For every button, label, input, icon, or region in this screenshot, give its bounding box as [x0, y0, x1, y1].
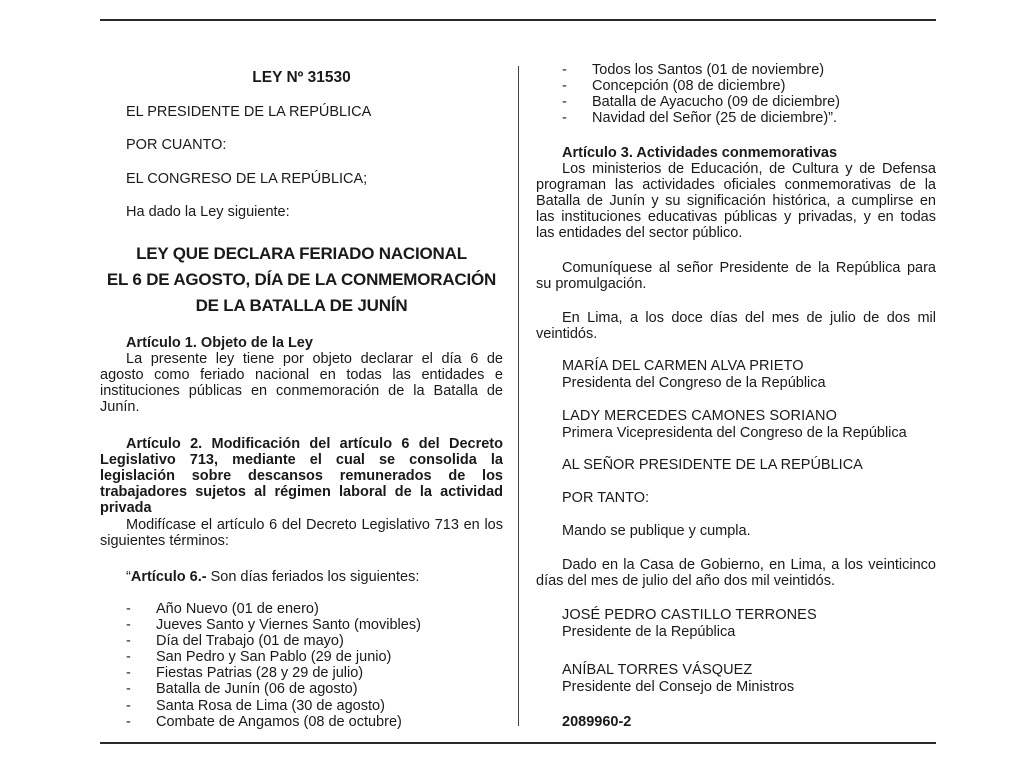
- article-3-heading: Artículo 3. Actividades conmemorativas: [562, 145, 838, 161]
- list-item: [100, 649, 503, 665]
- signatory-name: ANÍBAL TORRES VÁSQUEZ: [562, 662, 753, 678]
- holiday-text: Día del Trabajo (01 de mayo): [156, 633, 344, 650]
- article-6-text: Son días feriados los siguientes:: [206, 569, 420, 585]
- law-title: [100, 241, 503, 319]
- article-1-heading: Artículo 1. Objeto de la Ley: [126, 335, 313, 351]
- dash-marker: -: [126, 665, 131, 682]
- holiday-text: Concepción (08 de diciembre): [592, 78, 786, 95]
- article-2-body: Modifícase el artículo 6 del Decreto Legislativo 713 en los siguientes términos:: [100, 517, 503, 549]
- holiday-text: Santa Rosa de Lima (30 de agosto): [156, 697, 385, 714]
- list-item: [100, 698, 503, 714]
- congress-line: EL CONGRESO DE LA REPÚBLICA;: [126, 171, 368, 187]
- signatory-title: Presidenta del Congreso de la República: [562, 375, 826, 391]
- holiday-list-continued: [536, 62, 936, 126]
- dash-marker: -: [562, 94, 567, 111]
- dash-marker: -: [126, 617, 131, 634]
- holiday-list: [100, 601, 503, 730]
- list-item: [536, 110, 936, 126]
- holiday-text: Todos los Santos (01 de noviembre): [592, 62, 825, 78]
- list-item: [100, 617, 503, 633]
- president-line: EL PRESIDENTE DE LA REPÚBLICA: [126, 104, 372, 120]
- article-3-body: Los ministerios de Educación, de Cultura y de Defensa programan las actividades oficiales conmemorativas de la Batalla de Junín y su significación histórica, a cumplirse en las instituciones educativas públicas y privadas, y en todas las entidades del sector público.: [536, 161, 936, 241]
- signatory-name: MARÍA DEL CARMEN ALVA PRIETO: [562, 358, 804, 374]
- law-title-line: EL 6 DE AGOSTO, DÍA DE LA CONMEMORACIÓN: [106, 270, 497, 289]
- holiday-text: San Pedro y San Pablo (29 de junio): [156, 649, 392, 666]
- holiday-text: Combate de Angamos (08 de octubre): [156, 713, 402, 730]
- holiday-text: Batalla de Junín (06 de agosto): [156, 681, 358, 698]
- list-item: [536, 62, 936, 78]
- por-tanto: POR TANTO:: [562, 490, 650, 506]
- dash-marker: -: [562, 62, 567, 78]
- list-item: [100, 665, 503, 681]
- list-item: [100, 681, 503, 697]
- bottom-rule: [100, 742, 936, 744]
- comuniquese-paragraph: Comuníquese al señor Presidente de la República para su promulgación.: [536, 260, 936, 292]
- en-lima-paragraph: En Lima, a los doce días del mes de julio de dos mil veintidós.: [536, 310, 936, 342]
- holiday-text: Año Nuevo (01 de enero): [156, 601, 319, 617]
- holiday-text: Jueves Santo y Viernes Santo (movibles): [156, 617, 421, 634]
- holiday-text: Batalla de Ayacucho (09 de diciembre): [592, 94, 840, 111]
- dash-marker: -: [126, 601, 131, 617]
- signatory-title: Primera Vicepresidenta del Congreso de la República: [562, 425, 907, 441]
- dado-paragraph: Dado en la Casa de Gobierno, en Lima, a los veinticinco días del mes de julio del año dos mil veintidós.: [536, 557, 936, 589]
- law-title-line: DE LA BATALLA DE JUNÍN: [195, 296, 408, 315]
- article-6-intro: [100, 569, 503, 585]
- holiday-text: Fiestas Patrias (28 y 29 de julio): [156, 665, 364, 682]
- list-item: [536, 94, 936, 110]
- article-1-body: La presente ley tiene por objeto declarar el día 6 de agosto como feriado nacional en todas las entidades e instituciones públicas en conmemoración de la Batalla de Junín.: [100, 351, 503, 415]
- dash-marker: -: [562, 78, 567, 95]
- signatory-name: LADY MERCEDES CAMONES SORIANO: [562, 408, 837, 424]
- dash-marker: -: [126, 713, 131, 730]
- signatory-name: JOSÉ PEDRO CASTILLO TERRONES: [562, 607, 817, 623]
- dash-marker: -: [562, 110, 567, 127]
- publication-code: 2089960-2: [562, 714, 632, 730]
- mando-line: Mando se publique y cumpla.: [562, 523, 751, 539]
- open-quote: “: [126, 569, 131, 585]
- list-item: [100, 601, 503, 617]
- dash-marker: -: [126, 697, 131, 714]
- dash-marker: -: [126, 633, 131, 650]
- law-number: LEY Nº 31530: [252, 69, 351, 86]
- column-divider: [518, 66, 519, 726]
- article-2-heading: Artículo 2. Modificación del artículo 6 del Decreto Legislativo 713, mediante el cual se consolida la legislación sobre descansos remunerados de los trabajadores sujetos al régimen laboral de la actividad privada: [100, 436, 503, 516]
- list-item: [536, 78, 936, 94]
- article-6-label: Artículo 6.-: [130, 569, 207, 585]
- signatory-title: Presidente del Consejo de Ministros: [562, 679, 795, 695]
- list-item: [100, 714, 503, 730]
- holiday-text: Navidad del Señor (25 de diciembre)”.: [592, 110, 838, 127]
- al-senor-line: AL SEÑOR PRESIDENTE DE LA REPÚBLICA: [562, 457, 863, 473]
- list-item: [100, 633, 503, 649]
- dash-marker: -: [126, 681, 131, 698]
- dash-marker: -: [126, 649, 131, 666]
- top-rule: [100, 19, 936, 21]
- law-title-line: LEY QUE DECLARA FERIADO NACIONAL: [136, 244, 467, 263]
- ha-dado-line: Ha dado la Ley siguiente:: [126, 204, 290, 220]
- por-cuanto: POR CUANTO:: [126, 137, 227, 153]
- signatory-title: Presidente de la República: [562, 624, 736, 640]
